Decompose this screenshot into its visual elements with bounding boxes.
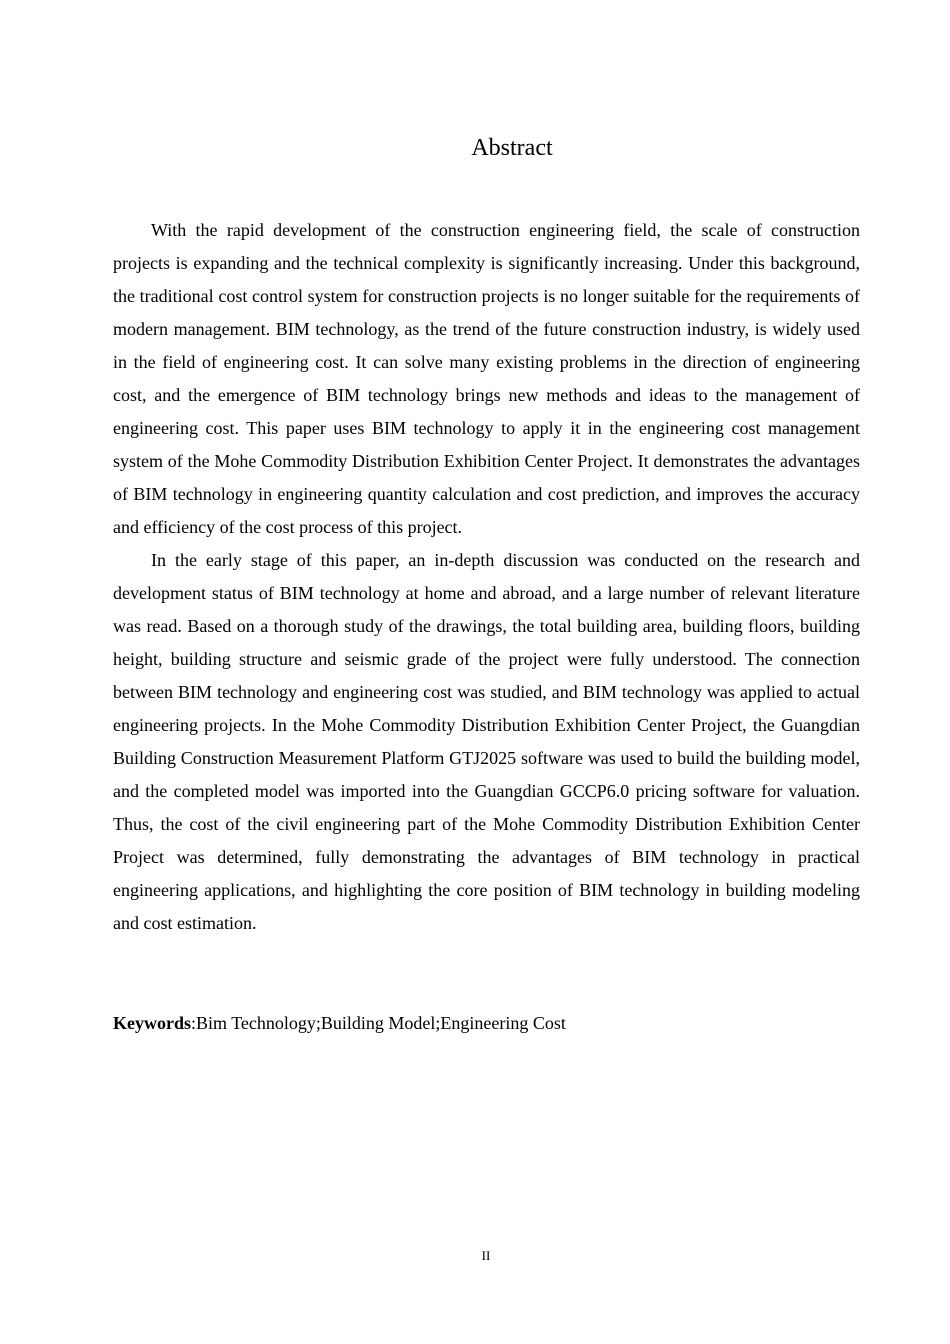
abstract-paragraph-1: With the rapid development of the construction engineering field, the scale of construction projects is expanding and the technical complexity is significantly increasing. Under this background, the traditional cost control system for construction projects is no longer suitable for the requirements of modern management. BIM technology, as the trend of the future construction industry, is widely used in the field of engineering cost. It can solve many existing problems in the direction of engineering cost, and the emergence of BIM technology brings new methods and ideas to the management of engineering cost. This paper uses BIM technology to apply it in the engineering cost management system of the Mohe Commodity Distribution Exhibition Center Project. It demonstrates the advantages of BIM technology in engineering quantity calculation and cost prediction, and improves the accuracy and efficiency of the cost process of this project. — [113, 220, 860, 537]
page-number: II — [481, 1248, 491, 1263]
abstract-body — [113, 214, 860, 940]
abstract-title: Abstract — [471, 135, 553, 161]
keywords-label: Keywords — [113, 1013, 191, 1033]
keywords-value: Bim Technology;Building Model;Engineering Cost — [196, 1013, 566, 1033]
keywords-line — [113, 1007, 860, 1040]
abstract-paragraph-2: In the early stage of this paper, an in-depth discussion was conducted on the research and development status of BIM technology at home and abroad, and a large number of relevant literature was read. Based on a thorough study of the drawings, the total building area, building floors, building height, building structure and seismic grade of the project were fully understood. The connection between BIM technology and engineering cost was studied, and BIM technology was applied to actual engineering projects. In the Mohe Commodity Distribution Exhibition Center Project, the Guangdian Building Construction Measurement Platform GTJ2025 software was used to build the building model, and the completed model was imported into the Guangdian GCCP6.0 pricing software for valuation. Thus, the cost of the civil engineering part of the Mohe Commodity Distribution Exhibition Center Project was determined, fully demonstrating the advantages of BIM technology in practical engineering applications, and highlighting the core position of BIM technology in building modeling and cost estimation. — [113, 550, 860, 933]
keywords-separator: : — [191, 1013, 197, 1033]
